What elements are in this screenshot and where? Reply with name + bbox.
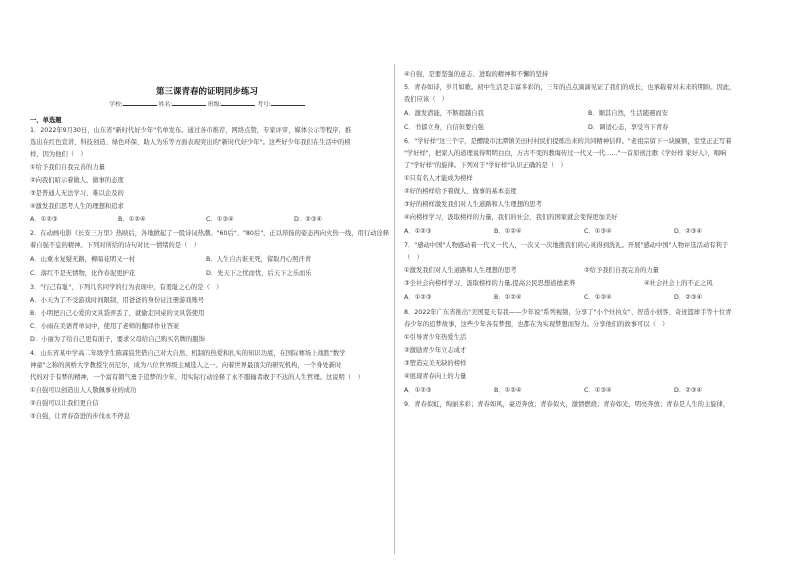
choice-b[interactable]: B．人生自古谁无死，留取丹心照汗青 bbox=[206, 256, 312, 263]
option-line: ②好的榜样给予着做人、做事的基本态度 bbox=[404, 188, 517, 195]
student-info-line bbox=[30, 99, 384, 108]
option-line: ②向我们昭示着做人、做事的态度 bbox=[30, 177, 124, 184]
choice-d[interactable]: D．②③④ bbox=[674, 294, 703, 301]
question-line: 样，因为他们（ ） bbox=[30, 151, 87, 158]
question-line: 6．"学好样"这三个字，是醴陵市沈潭镇美田村村民们提炼出来的共同精神信仰。"老祖宗留下一块匾额，室堂正正写着 bbox=[404, 138, 732, 145]
choice-c[interactable]: C．①③④ bbox=[584, 387, 612, 394]
option-line: ②给予我们自我完善的力量 bbox=[584, 267, 659, 274]
class-blank bbox=[221, 100, 255, 106]
option-line[interactable]: C．小雨在美语背单词中，使用了老师的翻译作业答案 bbox=[30, 323, 180, 330]
option-line: ①只有名人才能成为榜样 bbox=[404, 175, 473, 182]
question-line: 神童"之称的剑桥大学教授生员尼尔，成为八位世界级主城选人之一。向着世界最顶尖的研究机构，一个身处新时 bbox=[30, 362, 342, 369]
option-line: ③好的榜样激发我们对人生道路和人生理想的思考 bbox=[404, 201, 542, 208]
option-line: ③是普通人无法学习、难以企及的 bbox=[30, 190, 124, 197]
question-line: 7．"感动中国"人物感动着一代又一代人，一次又一次地拨我们的心灵得到洗礼。开展"感动中国"人物评选活动有利于 bbox=[404, 242, 729, 249]
choice-b[interactable]: B．①②④ bbox=[494, 294, 522, 301]
option-line[interactable]: B．小明把自己心爱的文具袋弄丢了，就偷走同桌的文具袋使用 bbox=[30, 310, 205, 317]
choice-b[interactable]: B．①②④ bbox=[118, 216, 146, 223]
option-line: ④展现青春向上的力量 bbox=[404, 373, 467, 380]
option-line: ①自强可以创造出人人敬佩事业的成功 bbox=[30, 387, 137, 394]
choice-a[interactable]: A．山重水复疑无路，柳暗花明又一村 bbox=[30, 256, 136, 263]
question-line: （ ） bbox=[404, 254, 423, 261]
option-line: ④激发我们思考人生的理想和追求 bbox=[30, 203, 124, 210]
option-line[interactable]: D．小丽为了给自己更有面子，要求父母给自己购买名牌的服饰 bbox=[30, 336, 205, 343]
question-line: 1．2022年9月30日，山东省"新时代好少年"名单发布。通过各市推荐，网络点赞，专家评审，媒体公示等程序，推 bbox=[30, 127, 352, 134]
option-line: ④社会社会上的不正之风 bbox=[644, 280, 713, 287]
option-line: ④自强，是要坚强的意志、进取的精神和不懈的坚持 bbox=[404, 71, 549, 78]
exam-no-blank bbox=[271, 100, 305, 106]
choice-b[interactable]: B．①②④ bbox=[494, 387, 522, 394]
choice-a[interactable]: A．①②③ bbox=[404, 294, 432, 301]
choice-b[interactable]: B．①②④ bbox=[494, 228, 522, 235]
name-label: 姓名: bbox=[158, 102, 173, 108]
choice-d[interactable]: D．先天下之忧而忧，后天下之乐而乐 bbox=[206, 270, 312, 277]
question-line: 2．在动画电影《长安三万里》热映后，各地掀起了一股诗词热潮。"60后"、"80后"，正以昂扬的姿态再向火热一线，用行动诠释 bbox=[30, 230, 390, 237]
name-blank bbox=[172, 100, 206, 106]
option-line: ①引导青少年热爱生活 bbox=[404, 334, 467, 341]
page-title: 第三课青春的证明同步练习 bbox=[155, 87, 258, 97]
option-line: ③自强，让青春奋进的步伐永不停息 bbox=[30, 413, 131, 420]
choice-d[interactable]: D．②③④ bbox=[294, 216, 323, 223]
question-line: 代的对于有梦的精神，一个富有朝气勇于追梦的少年，用实际行动诠释了永不服输者敢于不达的人生哲理。这说明（ ） bbox=[30, 374, 364, 381]
choice-c[interactable]: C．①③④ bbox=[584, 228, 612, 235]
choice-d[interactable]: D．②③④ bbox=[674, 387, 703, 394]
option-line: ④向榜样学习，汲取榜样的力量，我们的社会、我们的国家就会变得更加美好 bbox=[404, 214, 618, 221]
choice-c[interactable]: C．①③④ bbox=[584, 294, 612, 301]
school-blank bbox=[123, 100, 157, 106]
option-line: ①给予我们自我完善的力量 bbox=[30, 164, 105, 171]
section-heading: 一、单选题 bbox=[30, 117, 62, 124]
question-line: 春少年的追梦故事，这些少年各有梦想，也都在为实现梦想而努力。分享他们的故事可以（ ） bbox=[404, 321, 669, 328]
choice-d[interactable]: D．②③④ bbox=[674, 228, 703, 235]
choice-a[interactable]: A．①②③ bbox=[30, 216, 58, 223]
choice-b[interactable]: B．顺其自然，生活随遇而安 bbox=[588, 110, 668, 117]
exam-no-label: 考号: bbox=[257, 102, 271, 108]
choice-c[interactable]: C．①③④ bbox=[206, 216, 234, 223]
question-line: 我们应该（ ） bbox=[404, 96, 449, 103]
choice-d[interactable]: D．调适心态，享受当下青春 bbox=[588, 124, 669, 131]
option-line: ①激发我们对人生道路和人生理想的思考 bbox=[404, 267, 517, 274]
option-line: ③全社会向榜样学习、汲取榜样的力量,提高公民思想道德素养 bbox=[404, 280, 576, 287]
question-line: 3．"行己有耻"，下列几名同学的行为表现中，有羞耻之心的是（ ） bbox=[30, 284, 223, 291]
question-line: 5．青春如诗，岁月如歌。初中生活是丰富多彩的，三年的点点滴滴见证了我们的成长，也承载着对未来的期盼。因此， bbox=[404, 84, 736, 91]
choice-a[interactable]: A．激发潜能，不断超越自我 bbox=[404, 110, 484, 117]
choice-a[interactable]: A．①②③ bbox=[404, 387, 432, 394]
question-line: 选出在红色宣讲、科技创造、绿色环保、助人为乐等方面表现突出的"新时代好少年"。这些好少年我们在生活中的榜 bbox=[30, 139, 351, 146]
choice-c[interactable]: C．落红不是无情物，化作春泥更护花 bbox=[30, 270, 136, 277]
question-line: 4．山东省某中学高二年级学生陈霖宸凭借自己对大自然、机制的热爱和扎实的知识功底，在国际赛场上战胜"数学 bbox=[30, 350, 346, 357]
school-label: 学校: bbox=[109, 102, 123, 108]
option-line: ②自强可以让我们更自信 bbox=[30, 400, 99, 407]
class-label: 班级: bbox=[207, 102, 222, 108]
question-line: 8．2022年广东省推出"美国夏天有我——少年说"系列视频，分享了"小个灶执女"、智造小创客、奇迹篮球手等十位青 bbox=[404, 309, 732, 316]
option-line: ③塑造完美无缺的榜样 bbox=[404, 360, 467, 367]
question-line: "学好样"，把家人的道理说得明明白白，万古不变的教诲传过一代又一代……"一首原创注歌《学好样 家好人》，唱响 bbox=[404, 150, 727, 157]
option-line[interactable]: A．小天为了不受游戏时间限制，用爸爸的身份证注册游戏账号 bbox=[30, 297, 205, 304]
question-line: 着自强不息的精神。下列对所给的诗句对比一情绪的是（ ） bbox=[30, 242, 201, 249]
option-line: ②激励青少年立志成才 bbox=[404, 347, 467, 354]
choice-a[interactable]: A．①②③ bbox=[404, 228, 432, 235]
question-line: 9．青春似虹，绚丽多彩；青春如风，豪迈奔放；青春似火，激情燃烧；青春如光，明亮奔放；青春是人生的主旋律， bbox=[404, 401, 730, 408]
question-line: 了"学好样"的旋律。下列对于"学好样"认识正确的是（ ） bbox=[404, 162, 567, 169]
choice-c[interactable]: C．书郁立身，自信但要自强 bbox=[404, 124, 484, 131]
column-divider bbox=[394, 64, 395, 554]
